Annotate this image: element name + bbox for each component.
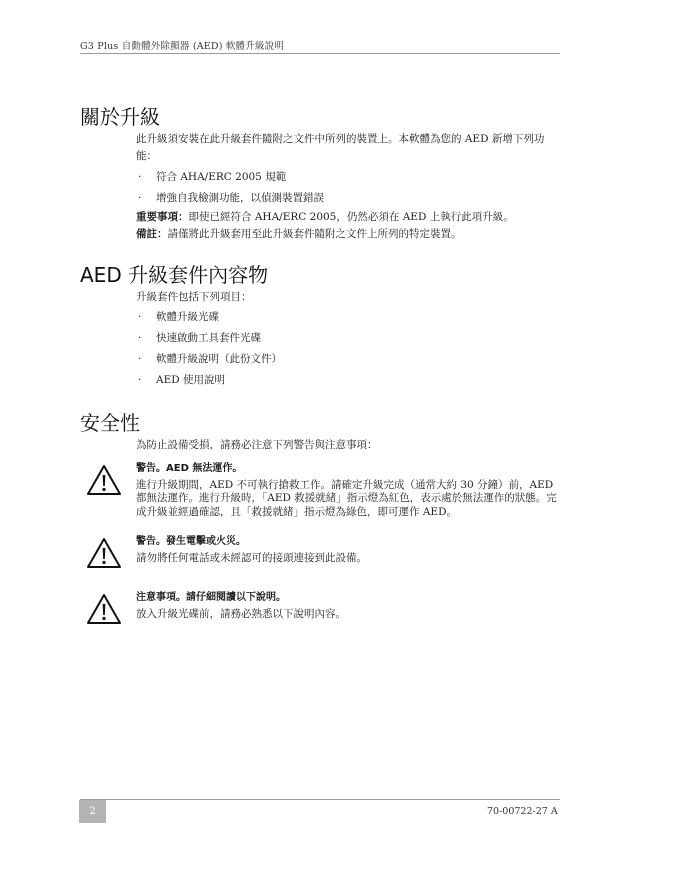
header-divider [80, 53, 560, 54]
warning-triangle-icon [86, 537, 122, 569]
heading-safety: 安全性 [80, 411, 140, 435]
bullet-icon: · [138, 332, 142, 344]
list-item: · 符合 AHA/ERC 2005 規範 [136, 167, 561, 188]
warning-triangle-icon [86, 593, 122, 625]
bullet-icon: · [138, 192, 142, 204]
warning-inoperable [86, 462, 562, 519]
warning-triangle-icon [86, 464, 122, 496]
warning-shock-fire [86, 535, 562, 565]
note-notice: 備註：請僅將此升級套用至此升級套件隨附之文件上所列的特定裝置。 [136, 228, 462, 240]
warning-text: 請勿將任何電話或未經認可的接頭連接到此設備。 [136, 551, 367, 564]
bullet-icon: · [138, 171, 142, 183]
warning-text: 放入升級光碟前，請務必熟悉以下說明內容。 [136, 607, 346, 620]
warning-title: 注意事項。請仔細閱讀以下說明。 [136, 592, 286, 603]
list-item: · 軟體升級光碟 [136, 307, 561, 328]
warning-title: 警告。AED 無法運作。 [136, 463, 243, 474]
page-number: 2 [79, 800, 106, 823]
list-item: · 軟體升級說明（此份文件） [136, 349, 561, 370]
heading-kit-contents: AED 升級套件內容物 [80, 263, 269, 287]
bullet-icon: · [138, 353, 142, 365]
important-notice: 重要事項：即使已經符合 AHA/ERC 2005，仍然必須在 AED 上執行此項升級。 [136, 211, 514, 223]
bullet-icon: · [138, 374, 142, 386]
caution-read-instructions [86, 591, 562, 621]
about-upgrade-body [136, 131, 561, 243]
kit-contents-body [136, 289, 561, 391]
heading-about-upgrade: 關於升級 [80, 105, 160, 129]
list-item: · 快速啟動工具套件光碟 [136, 328, 561, 349]
footer-divider [80, 799, 560, 800]
running-header: G3 Plus 自動體外除顫器 (AED) 軟體升級說明 [80, 41, 285, 52]
safety-intro: 為防止設備受損，請務必注意下列警告與注意事項： [136, 439, 378, 451]
list-item: · 增強自我檢測功能，以偵測裝置錯誤 [136, 188, 561, 209]
warning-text: 進行升級期間，AED 不可執行搶救工作。請確定升級完成（通常大約 30 分鐘）前，AED 都無法運作。進行升級時，「AED 救援就緒」指示燈為紅色，表示處於無法運作的狀態。完成升級並經過確認，且「救援就緒」指示燈為綠色，即可運作 AED。 [136, 478, 557, 518]
list-item: · AED 使用說明 [136, 370, 561, 391]
kit-item-list [136, 307, 561, 391]
kit-intro: 升級套件包括下列項目： [136, 291, 252, 303]
feature-list [136, 167, 561, 209]
bullet-icon: · [138, 311, 142, 323]
document-number: 70-00722-27 A [487, 806, 558, 817]
about-intro: 此升級須安裝在此升級套件隨附之文件中所列的裝置上。本軟體為您的 AED 新增下列功能： [136, 133, 545, 162]
warning-title: 警告。發生電擊或火災。 [136, 536, 246, 547]
